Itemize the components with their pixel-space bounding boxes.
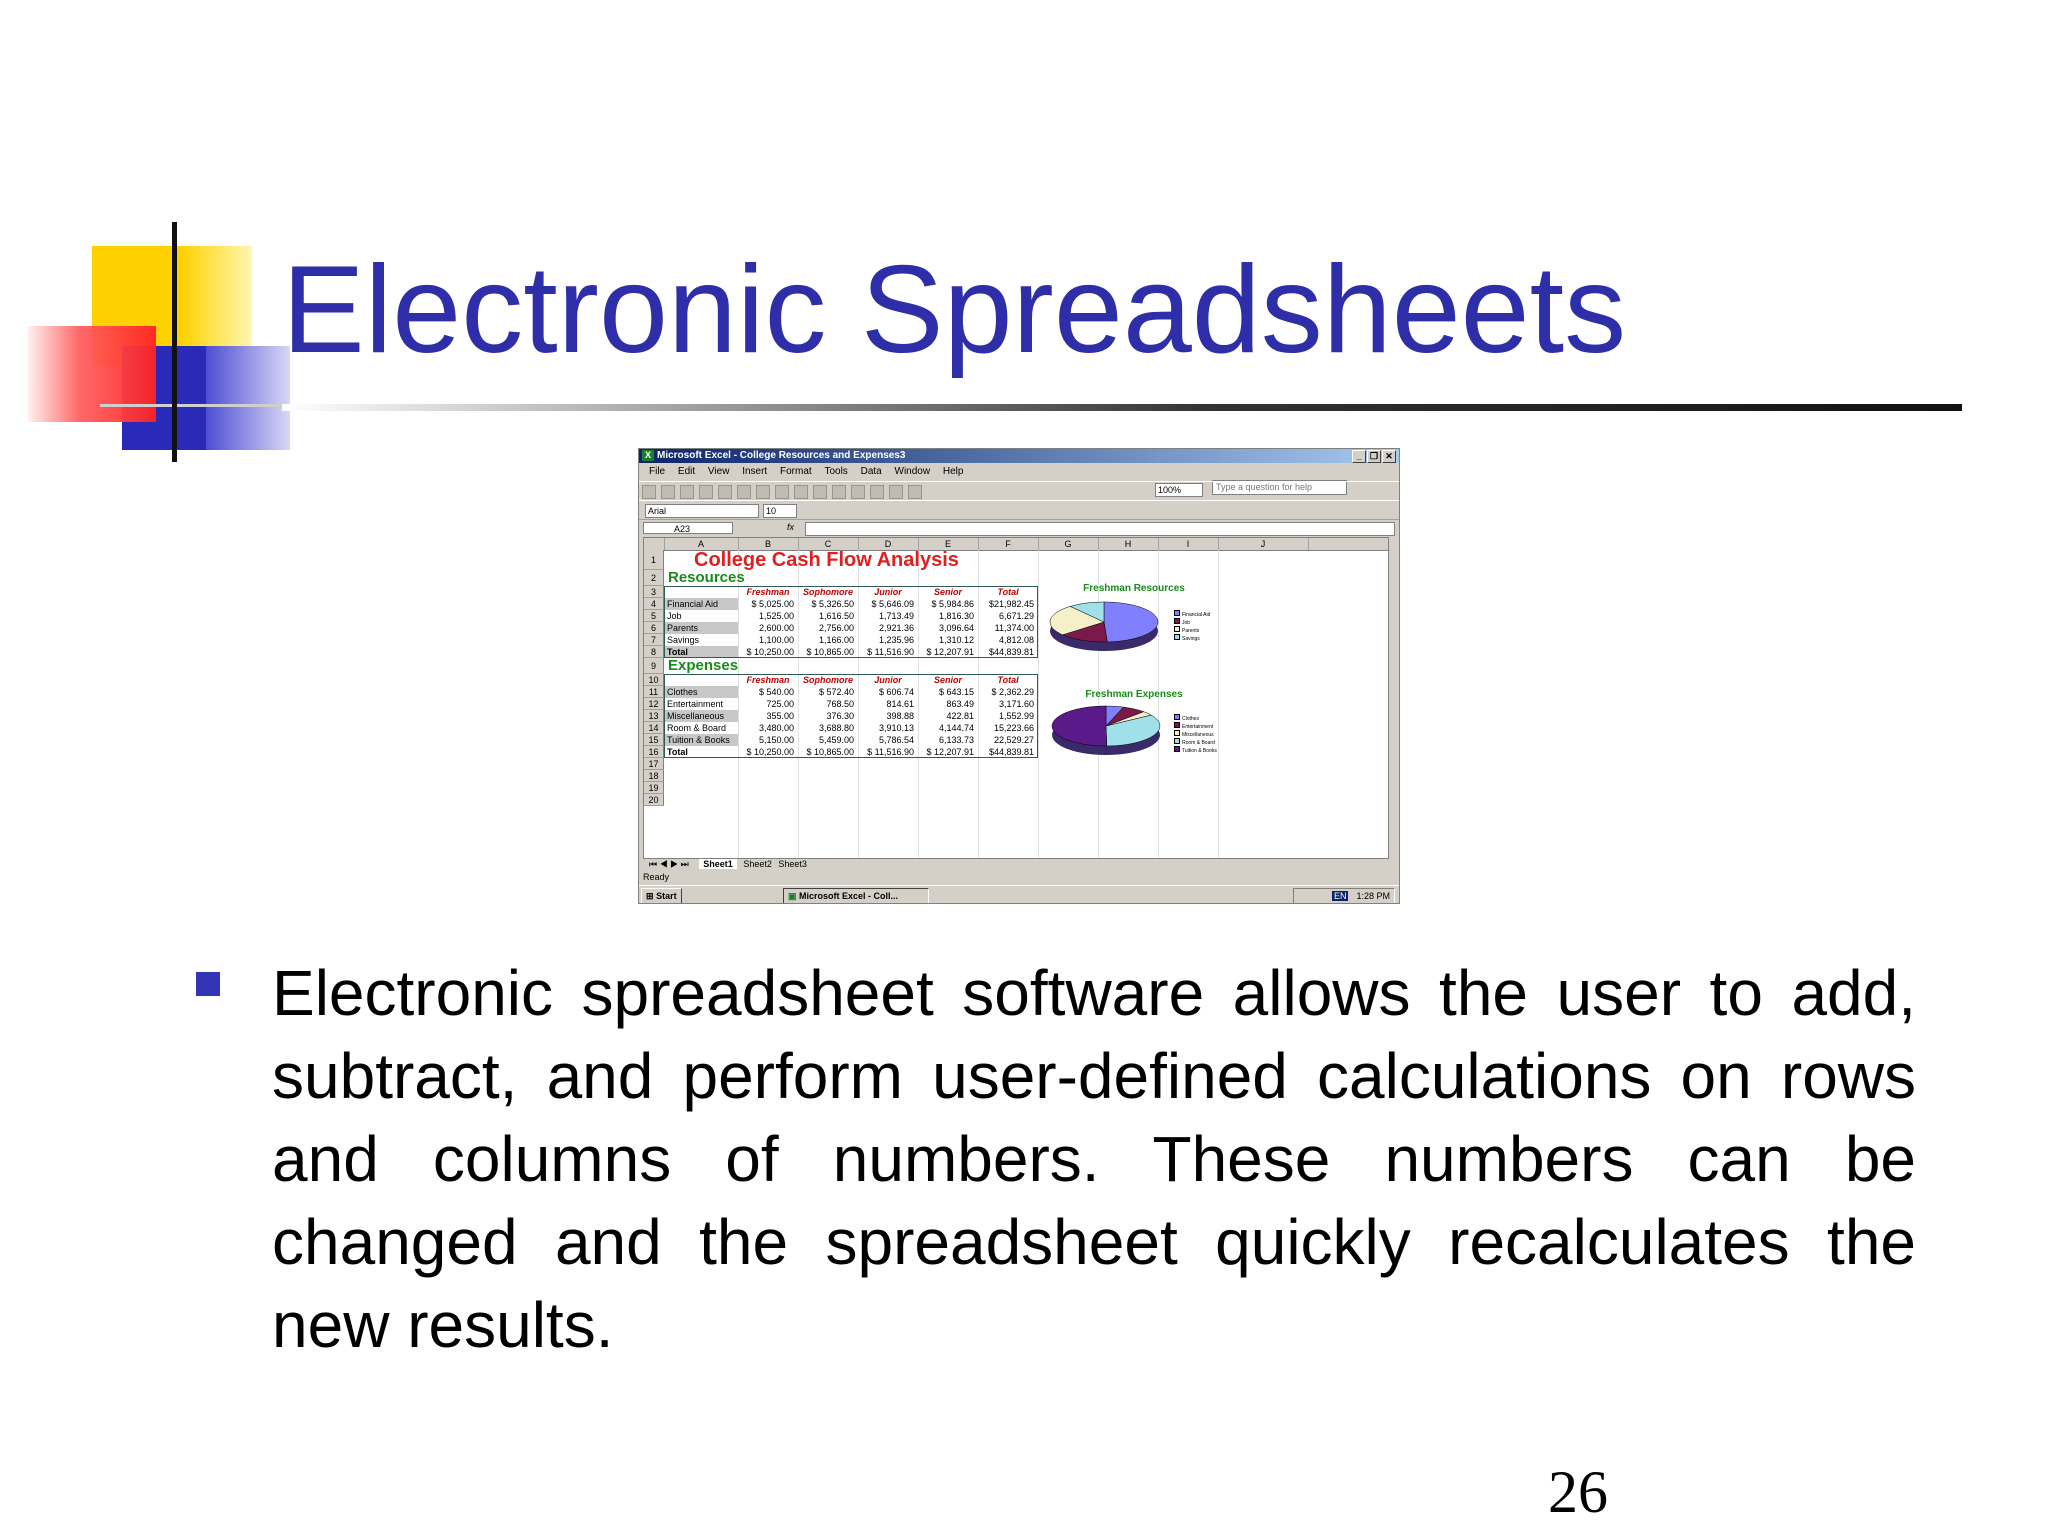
expenses-value-cell: 863.49 bbox=[946, 699, 974, 709]
sheet-tabs bbox=[643, 858, 1387, 871]
zoom-select[interactable]: 100% bbox=[1155, 483, 1203, 497]
expenses-value-cell: $ 11,516.90 bbox=[867, 747, 914, 757]
legend-swatch bbox=[1174, 722, 1180, 728]
row-header[interactable]: 5 bbox=[644, 610, 664, 622]
expenses-row-label: Tuition & Books bbox=[667, 735, 730, 745]
resources-value-cell: 1,525.00 bbox=[758, 611, 794, 621]
spell-icon[interactable] bbox=[737, 485, 751, 499]
tab-nav-icons[interactable]: ⏮ ◀ ▶ ⏭ bbox=[649, 859, 689, 869]
chart-wizard-icon[interactable] bbox=[908, 485, 922, 499]
menu-file[interactable]: File bbox=[649, 466, 666, 477]
expenses-value-cell: 725.00 bbox=[766, 699, 794, 709]
cut-icon[interactable] bbox=[756, 485, 770, 499]
expenses-value-cell: $ 643.15 bbox=[938, 687, 974, 697]
menu-edit[interactable]: Edit bbox=[677, 466, 696, 477]
row-header[interactable]: 4 bbox=[644, 598, 664, 610]
resources-row-label: Parents bbox=[667, 623, 699, 633]
col-header[interactable]: F bbox=[978, 538, 1039, 550]
excel-window-title: Microsoft Excel - College Resources and Expenses3 bbox=[657, 450, 906, 461]
row-header[interactable]: 2 bbox=[644, 570, 664, 586]
expenses-col-header: Freshman bbox=[746, 675, 790, 685]
resources-row-label: Total bbox=[667, 647, 688, 657]
resources-value-cell: 1,235.96 bbox=[878, 635, 914, 645]
legend-swatch bbox=[1174, 714, 1180, 720]
legend-label: Parents bbox=[1182, 628, 1200, 634]
open-icon[interactable] bbox=[661, 485, 675, 499]
expenses-col-header: Total bbox=[997, 675, 1019, 685]
expenses-row-label: Room & Board bbox=[667, 723, 727, 733]
taskbar-excel-label: Microsoft Excel - Coll... bbox=[799, 891, 899, 901]
expenses-value-cell: 398.88 bbox=[886, 711, 914, 721]
legend-label: Room & Board bbox=[1182, 740, 1215, 746]
row-header[interactable]: 10 bbox=[644, 674, 664, 686]
resources-col-header: Freshman bbox=[746, 587, 790, 597]
expenses-chart-title: Freshman Expenses bbox=[1085, 689, 1183, 700]
expenses-value-cell: 422.81 bbox=[946, 711, 974, 721]
windows-taskbar bbox=[639, 885, 1399, 904]
row-header[interactable]: 20 bbox=[644, 794, 664, 806]
resources-value-cell: 1,713.49 bbox=[878, 611, 914, 621]
resources-value-cell: $44,839.81 bbox=[988, 647, 1034, 657]
formatting-toolbar bbox=[639, 500, 1399, 520]
resources-value-cell: 2,600.00 bbox=[758, 623, 794, 633]
resources-value-cell: $ 5,646.09 bbox=[871, 599, 914, 609]
resources-value-cell: $ 10,865.00 bbox=[806, 647, 854, 657]
expenses-heading: Expenses bbox=[668, 657, 739, 674]
expenses-col-header: Junior bbox=[874, 675, 902, 685]
font-select[interactable]: Arial bbox=[645, 504, 759, 518]
lang-indicator[interactable]: EN bbox=[1333, 891, 1347, 901]
legend-label: Miscellaneous bbox=[1182, 732, 1214, 738]
resources-value-cell: 2,756.00 bbox=[818, 623, 854, 633]
expenses-row-label: Miscellaneous bbox=[667, 711, 725, 721]
page-number: 26 bbox=[1548, 1459, 1608, 1525]
copy-icon[interactable] bbox=[775, 485, 789, 499]
row-header[interactable]: 7 bbox=[644, 634, 664, 646]
windows-logo-icon: ⊞ bbox=[646, 891, 654, 901]
col-header[interactable]: B bbox=[738, 538, 799, 550]
expenses-col-header: Sophomore bbox=[802, 675, 853, 685]
undo-icon[interactable] bbox=[813, 485, 827, 499]
tab-sheet1[interactable]: Sheet1 bbox=[699, 859, 737, 869]
col-header[interactable]: A bbox=[664, 538, 739, 550]
legend-label: Financial Aid bbox=[1182, 612, 1211, 618]
resources-value-cell: 1,100.00 bbox=[758, 635, 794, 645]
expenses-value-cell: 6,133.73 bbox=[938, 735, 974, 745]
name-box[interactable]: A23 bbox=[643, 522, 733, 534]
excel-titlebar bbox=[639, 449, 1399, 463]
row-header[interactable]: 19 bbox=[644, 782, 664, 794]
expenses-value-cell: 5,150.00 bbox=[758, 735, 794, 745]
expenses-value-cell: 814.61 bbox=[886, 699, 914, 709]
resources-value-cell: 1,166.00 bbox=[818, 635, 854, 645]
resources-value-cell: 1,816.30 bbox=[938, 611, 974, 621]
preview-icon[interactable] bbox=[718, 485, 732, 499]
resources-col-header: Junior bbox=[874, 587, 902, 597]
resources-heading: Resources bbox=[668, 569, 745, 586]
row-header[interactable]: 3 bbox=[644, 586, 664, 598]
legend-swatch bbox=[1174, 738, 1180, 744]
legend-swatch bbox=[1174, 746, 1180, 752]
sort-asc-icon[interactable] bbox=[870, 485, 884, 499]
row-header[interactable]: 13 bbox=[644, 710, 664, 722]
col-header[interactable]: I bbox=[1158, 538, 1219, 550]
resources-row-label: Savings bbox=[667, 635, 700, 645]
sheet-title: College Cash Flow Analysis bbox=[694, 549, 959, 571]
standard-toolbar bbox=[639, 481, 1399, 501]
resources-chart-title: Freshman Resources bbox=[1083, 583, 1185, 594]
row-header[interactable]: 16 bbox=[644, 746, 664, 758]
expenses-value-cell: $ 540.00 bbox=[758, 687, 794, 697]
legend-swatch bbox=[1174, 730, 1180, 736]
resources-value-cell: $ 5,326.50 bbox=[811, 599, 854, 609]
resources-value-cell: $ 12,207.91 bbox=[926, 647, 974, 657]
menu-tools[interactable]: Tools bbox=[824, 466, 848, 477]
col-header[interactable]: J bbox=[1218, 538, 1309, 550]
legend-label: Savings bbox=[1182, 636, 1200, 642]
legend-label: Entertainment bbox=[1182, 724, 1214, 730]
excel-app-icon: X bbox=[642, 450, 654, 461]
row-header[interactable]: 1 bbox=[644, 550, 664, 570]
resources-col-header: Sophomore bbox=[802, 587, 853, 597]
expenses-value-cell: 22,529.27 bbox=[993, 735, 1034, 745]
start-label: Start bbox=[656, 891, 677, 901]
expenses-value-cell: 3,910.13 bbox=[878, 723, 914, 733]
expenses-legend-entry bbox=[1174, 746, 1217, 755]
resources-col-header: Total bbox=[997, 587, 1019, 597]
taskbar-excel-item[interactable] bbox=[783, 888, 929, 904]
tab-sheet2[interactable]: Sheet2 bbox=[743, 859, 772, 869]
expenses-col-header: Senior bbox=[933, 675, 962, 685]
expenses-value-cell: 768.50 bbox=[826, 699, 854, 709]
menu-view[interactable]: View bbox=[707, 466, 730, 477]
expenses-value-cell: 5,786.54 bbox=[878, 735, 914, 745]
help-search-input[interactable]: Type a question for help bbox=[1212, 480, 1347, 495]
row-header[interactable]: 11 bbox=[644, 686, 664, 698]
expenses-value-cell: $ 572.40 bbox=[818, 687, 854, 697]
expenses-row-label: Clothes bbox=[667, 687, 698, 697]
resources-value-cell: 2,921.36 bbox=[878, 623, 914, 633]
legend-label: Clothes bbox=[1182, 716, 1199, 722]
resources-value-cell: $ 5,984.86 bbox=[931, 599, 974, 609]
expenses-value-cell: $ 606.74 bbox=[878, 687, 914, 697]
autosum-icon[interactable] bbox=[851, 485, 865, 499]
col-header[interactable]: H bbox=[1098, 538, 1159, 550]
excel-screenshot bbox=[638, 448, 1400, 904]
menu-format[interactable]: Format bbox=[780, 466, 812, 477]
row-header[interactable]: 9 bbox=[644, 658, 664, 674]
expenses-value-cell: $ 10,865.00 bbox=[806, 747, 854, 757]
menu-insert[interactable]: Insert bbox=[742, 466, 768, 477]
menu-data[interactable]: Data bbox=[860, 466, 882, 477]
status-bar: Ready bbox=[643, 872, 670, 882]
deco-red-square bbox=[28, 326, 156, 422]
row-header[interactable]: 17 bbox=[644, 758, 664, 770]
expenses-value-cell: $ 2,362.29 bbox=[991, 687, 1034, 697]
resources-value-cell: $ 10,250.00 bbox=[746, 647, 794, 657]
close-icon[interactable]: ✕ bbox=[1382, 450, 1396, 463]
resources-value-cell: $21,982.45 bbox=[988, 599, 1034, 609]
deco-horizontal-line bbox=[100, 404, 290, 407]
resources-col-header: Senior bbox=[933, 587, 962, 597]
row-header[interactable]: 8 bbox=[644, 646, 664, 658]
save-icon[interactable] bbox=[680, 485, 694, 499]
resources-value-cell: $ 11,516.90 bbox=[867, 647, 914, 657]
expenses-pie-chart bbox=[644, 538, 1388, 858]
expenses-value-cell: 3,171.60 bbox=[998, 699, 1034, 709]
col-header[interactable]: C bbox=[798, 538, 859, 550]
formula-bar[interactable] bbox=[805, 522, 1395, 536]
resources-value-cell: 6,671.29 bbox=[998, 611, 1034, 621]
start-button[interactable] bbox=[641, 888, 682, 904]
sort-desc-icon[interactable] bbox=[889, 485, 903, 499]
row-header[interactable]: 14 bbox=[644, 722, 664, 734]
deco-vertical-line bbox=[172, 222, 177, 462]
legend-label: Job bbox=[1182, 620, 1191, 626]
expenses-value-cell: 4,144.74 bbox=[938, 723, 974, 733]
font-size-select[interactable]: 10 bbox=[763, 504, 797, 518]
expenses-value-cell: 355.00 bbox=[766, 711, 794, 721]
col-header[interactable]: E bbox=[918, 538, 979, 550]
expenses-row-label: Entertainment bbox=[667, 699, 724, 709]
paste-icon[interactable] bbox=[794, 485, 808, 499]
col-header[interactable]: G bbox=[1038, 538, 1099, 550]
resources-value-cell: 3,096.64 bbox=[938, 623, 974, 633]
new-icon[interactable] bbox=[642, 485, 656, 499]
col-header[interactable]: D bbox=[858, 538, 919, 550]
resources-value-cell: 4,812.08 bbox=[998, 635, 1034, 645]
tab-sheet3[interactable]: Sheet3 bbox=[778, 859, 807, 869]
print-icon[interactable] bbox=[699, 485, 713, 499]
resources-value-cell: 11,374.00 bbox=[994, 623, 1034, 633]
expenses-value-cell: 376.30 bbox=[826, 711, 854, 721]
resources-row-label: Job bbox=[667, 611, 682, 621]
menu-help[interactable]: Help bbox=[942, 466, 964, 477]
title-underline bbox=[282, 404, 1962, 411]
resources-value-cell: $ 5,025.00 bbox=[751, 599, 794, 609]
fx-label: fx bbox=[787, 522, 795, 532]
excel-task-icon: ▣ bbox=[788, 891, 797, 901]
bullet-text: Electronic spreadsheet software allows the user to add, subtract, and perform user-defined calculations on rows and columns of numbers. These numbers can be changed and the spreadsheet quickly recalculates the new results. bbox=[272, 957, 1916, 1361]
expenses-value-cell: $ 12,207.91 bbox=[926, 747, 974, 757]
expenses-value-cell: 15,223.66 bbox=[993, 723, 1034, 733]
row-header[interactable]: 12 bbox=[644, 698, 664, 710]
clock: 1:28 PM bbox=[1356, 891, 1390, 901]
redo-icon[interactable] bbox=[832, 485, 846, 499]
menu-window[interactable]: Window bbox=[894, 466, 931, 477]
expenses-value-cell: 1,552.99 bbox=[998, 711, 1034, 721]
expenses-value-cell: 3,480.00 bbox=[758, 723, 794, 733]
restore-icon[interactable]: ❐ bbox=[1367, 450, 1381, 463]
bullet-square bbox=[196, 972, 220, 996]
expenses-value-cell: $44,839.81 bbox=[988, 747, 1034, 757]
resources-value-cell: 1,310.12 bbox=[938, 635, 974, 645]
resources-row-label: Financial Aid bbox=[667, 599, 719, 609]
slide-title: Electronic Spreadsheets bbox=[282, 241, 1627, 379]
expenses-value-cell: $ 10,250.00 bbox=[746, 747, 794, 757]
expenses-value-cell: 3,688.80 bbox=[818, 723, 854, 733]
legend-label: Tuition & Books bbox=[1182, 748, 1217, 754]
worksheet-grid[interactable] bbox=[643, 537, 1389, 859]
expenses-row-label: Total bbox=[667, 747, 688, 757]
resources-value-cell: 1,616.50 bbox=[818, 611, 854, 621]
row-header[interactable]: 18 bbox=[644, 770, 664, 782]
expenses-value-cell: 5,459.00 bbox=[818, 735, 854, 745]
system-tray bbox=[1293, 888, 1395, 904]
row-header[interactable]: 15 bbox=[644, 734, 664, 746]
row-header[interactable]: 6 bbox=[644, 622, 664, 634]
minimize-icon[interactable]: _ bbox=[1352, 450, 1366, 463]
